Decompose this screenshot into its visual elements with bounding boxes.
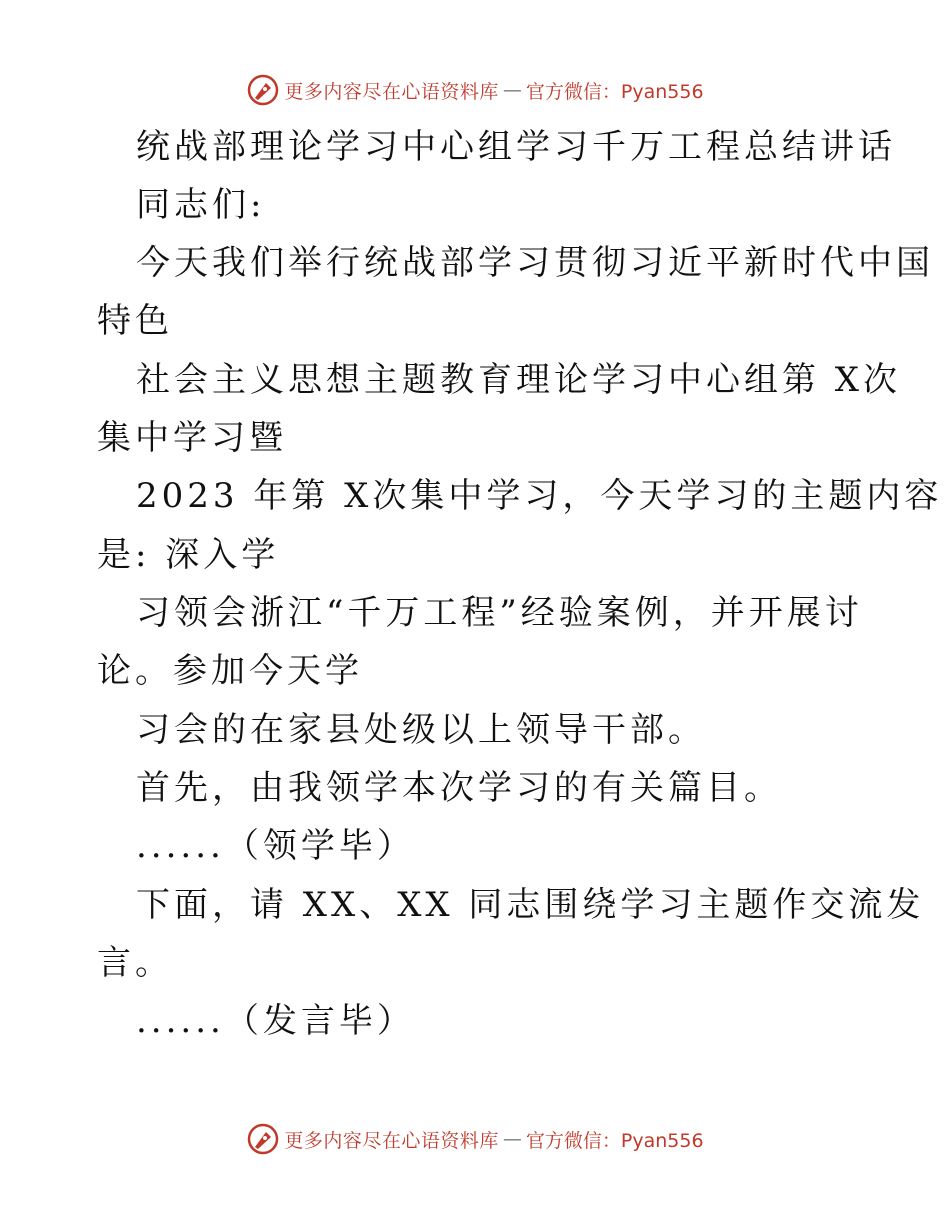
pen-nib-logo-icon [246,73,280,107]
paragraph-line: 言。 [97,943,173,983]
header-banner [0,70,950,110]
paragraph-line: 是: 深入学 [97,535,280,575]
footer-separator: — [502,1128,522,1150]
paragraph-line: 特色 [97,301,173,341]
paragraph-line: 下面，请 XX、XX 同志围绕学习主题作交流发 [136,885,925,925]
paragraph-line: 今天我们举行统战部学习贯彻习近平新时代中国 [136,243,934,283]
paragraph-line: 社会主义思想主题教育理论学习中心组第 X次 [136,360,902,400]
footer-banner-inner [246,1122,703,1156]
paragraph-line: 习会的在家县处级以上领导干部。 [136,710,706,750]
paragraph-line: ......（发言毕） [136,1001,415,1041]
document-title: 统战部理论学习中心组学习千万工程总结讲话 [136,127,896,167]
footer-wechat-text: 官方微信：Pyan556 [525,1129,704,1152]
paragraph-line: 首先，由我领学本次学习的有关篇目。 [136,768,782,808]
paragraph-line: 论。参加今天学 [97,651,363,691]
header-wechat-text: 官方微信：Pyan556 [525,80,704,103]
footer-banner [0,1119,950,1159]
footer-site-text: 更多内容尽在心语资料库 [284,1129,499,1152]
header-separator: — [502,79,522,101]
paragraph-line: 习领会浙江“千万工程”经验案例，并开展讨 [136,593,863,633]
pen-nib-logo-icon [246,1122,280,1156]
header-banner-inner [246,73,703,107]
paragraph-line: 集中学习暨 [97,418,287,458]
header-site-text: 更多内容尽在心语资料库 [284,80,499,103]
paragraph-line: 2023 年第 X次集中学习，今天学习的主题内容 [136,476,943,516]
paragraph-line: 同志们: [136,185,266,225]
paragraph-line: ......（领学毕） [136,826,415,866]
